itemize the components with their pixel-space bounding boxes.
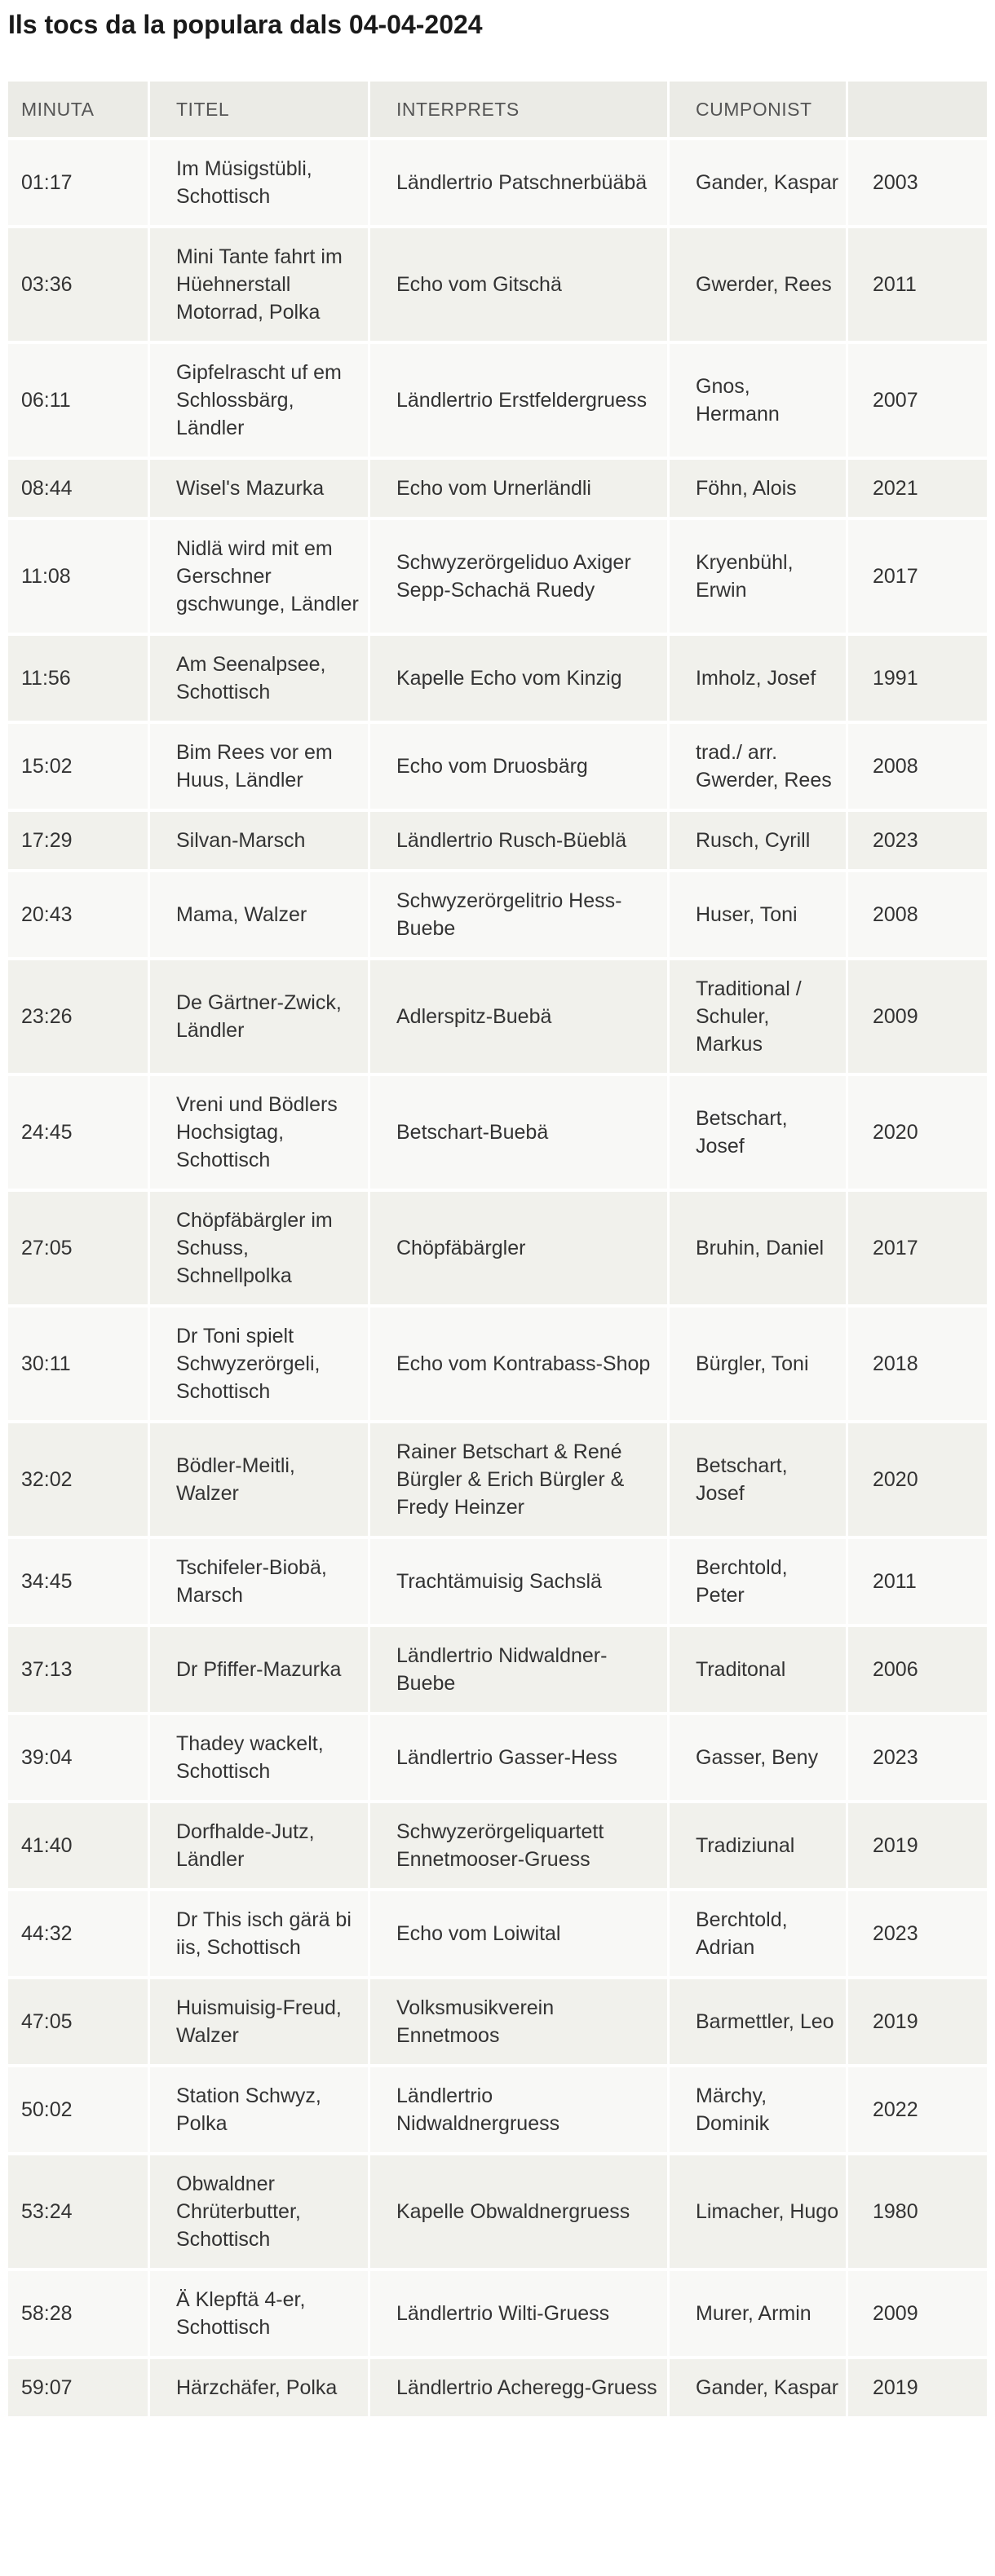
cell-year: 2023 [848, 1712, 987, 1800]
cell-year: 1991 [848, 633, 987, 721]
cell-interprets: Schwyzerörgeliquartett Ennetmooser-Gruess [370, 1800, 670, 1888]
cell-minuta: 30:11 [8, 1304, 150, 1420]
cell-titel: Tschifeler-Biobä, Marsch [150, 1536, 370, 1624]
cell-titel: Obwaldner Chrüterbutter, Schottisch [150, 2152, 370, 2268]
cell-titel: Dr Pfiffer-Mazurka [150, 1624, 370, 1712]
cell-interprets: Ländlertrio Acheregg-Gruess [370, 2356, 670, 2416]
cell-interprets: Chöpfäbärgler [370, 1189, 670, 1304]
table-row [8, 517, 987, 633]
column-header-titel: TITEL [150, 82, 370, 137]
cell-interprets: Schwyzerörgelitrio Hess-Buebe [370, 869, 670, 957]
cell-year: 2009 [848, 957, 987, 1073]
column-header-year [848, 82, 987, 137]
cell-cumponist: Traditional / Schuler, Markus [670, 957, 848, 1073]
cell-year: 2022 [848, 2064, 987, 2152]
cell-cumponist: Föhn, Alois [670, 457, 848, 517]
cell-cumponist: Gander, Kaspar [670, 2356, 848, 2416]
table-row [8, 2356, 987, 2416]
table-row [8, 1976, 987, 2064]
cell-titel: Vreni und Bödlers Hochsigtag, Schottisch [150, 1073, 370, 1189]
table-row [8, 1073, 987, 1189]
cell-minuta: 59:07 [8, 2356, 150, 2416]
cell-interprets: Schwyzerörgeliduo Axiger Sepp-Schachä Ruedy [370, 517, 670, 633]
playlist-table [8, 82, 987, 2416]
cell-cumponist: Gander, Kaspar [670, 137, 848, 225]
cell-cumponist: Bruhin, Daniel [670, 1189, 848, 1304]
cell-minuta: 15:02 [8, 721, 150, 809]
cell-interprets: Ländlertrio Gasser-Hess [370, 1712, 670, 1800]
cell-cumponist: Betschart, Josef [670, 1420, 848, 1536]
cell-titel: Ä Klepftä 4-er, Schottisch [150, 2268, 370, 2356]
cell-minuta: 11:08 [8, 517, 150, 633]
cell-titel: Mini Tante fahrt im Hüehnerstall Motorrad, Polka [150, 225, 370, 341]
cell-titel: Am Seenalpsee, Schottisch [150, 633, 370, 721]
cell-minuta: 58:28 [8, 2268, 150, 2356]
cell-titel: Wisel's Mazurka [150, 457, 370, 517]
table-row [8, 1888, 987, 1976]
cell-minuta: 50:02 [8, 2064, 150, 2152]
cell-cumponist: Bürgler, Toni [670, 1304, 848, 1420]
cell-minuta: 20:43 [8, 869, 150, 957]
cell-year: 2021 [848, 457, 987, 517]
cell-cumponist: Gnos, Hermann [670, 341, 848, 457]
cell-interprets: Ländlertrio Rusch-Büeblä [370, 809, 670, 869]
cell-interprets: Volksmusikverein Ennetmoos [370, 1976, 670, 2064]
cell-year: 2017 [848, 517, 987, 633]
table-row [8, 1304, 987, 1420]
cell-minuta: 34:45 [8, 1536, 150, 1624]
cell-year: 2008 [848, 869, 987, 957]
cell-year: 2018 [848, 1304, 987, 1420]
page-title: Ils tocs da la populara dals 04-04-2024 [8, 10, 483, 39]
cell-cumponist: Huser, Toni [670, 869, 848, 957]
cell-titel: Im Müsigstübli, Schottisch [150, 137, 370, 225]
cell-cumponist: Betschart, Josef [670, 1073, 848, 1189]
cell-year: 2003 [848, 137, 987, 225]
cell-year: 2008 [848, 721, 987, 809]
cell-interprets: Trachtämuisig Sachslä [370, 1536, 670, 1624]
table-row [8, 2268, 987, 2356]
cell-cumponist: Limacher, Hugo [670, 2152, 848, 2268]
cell-minuta: 03:36 [8, 225, 150, 341]
table-row [8, 809, 987, 869]
table-row [8, 1624, 987, 1712]
cell-titel: Gipfelrascht uf em Schlossbärg, Ländler [150, 341, 370, 457]
cell-titel: Bödler-Meitli, Walzer [150, 1420, 370, 1536]
table-row [8, 721, 987, 809]
cell-titel: Härzchäfer, Polka [150, 2356, 370, 2416]
cell-cumponist: Gwerder, Rees [670, 225, 848, 341]
cell-interprets: Echo vom Kontrabass-Shop [370, 1304, 670, 1420]
cell-cumponist: Märchy, Dominik [670, 2064, 848, 2152]
cell-titel: Silvan-Marsch [150, 809, 370, 869]
cell-year: 2011 [848, 1536, 987, 1624]
cell-interprets: Ländlertrio Nidwaldner-Buebe [370, 1624, 670, 1712]
cell-titel: Nidlä wird mit em Gerschner gschwunge, Ländler [150, 517, 370, 633]
cell-minuta: 32:02 [8, 1420, 150, 1536]
cell-interprets: Kapelle Obwaldnergruess [370, 2152, 670, 2268]
table-row [8, 457, 987, 517]
table-row [8, 869, 987, 957]
cell-cumponist: Kryenbühl, Erwin [670, 517, 848, 633]
cell-year: 2020 [848, 1073, 987, 1189]
table-row [8, 633, 987, 721]
cell-titel: Bim Rees vor em Huus, Ländler [150, 721, 370, 809]
cell-year: 2019 [848, 1800, 987, 1888]
cell-cumponist: Rusch, Cyrill [670, 809, 848, 869]
column-header-interprets: INTERPRETS [370, 82, 670, 137]
cell-titel: Dr Toni spielt Schwyzerörgeli, Schottisch [150, 1304, 370, 1420]
cell-titel: Station Schwyz, Polka [150, 2064, 370, 2152]
column-header-cumponist: CUMPONIST [670, 82, 848, 137]
cell-interprets: Echo vom Gitschä [370, 225, 670, 341]
table-row [8, 137, 987, 225]
cell-minuta: 23:26 [8, 957, 150, 1073]
cell-cumponist: Imholz, Josef [670, 633, 848, 721]
cell-minuta: 24:45 [8, 1073, 150, 1189]
cell-minuta: 44:32 [8, 1888, 150, 1976]
cell-minuta: 37:13 [8, 1624, 150, 1712]
cell-minuta: 17:29 [8, 809, 150, 869]
cell-titel: Dorfhalde-Jutz, Ländler [150, 1800, 370, 1888]
table-row [8, 1536, 987, 1624]
cell-minuta: 06:11 [8, 341, 150, 457]
cell-interprets: Ländlertrio Wilti-Gruess [370, 2268, 670, 2356]
cell-minuta: 41:40 [8, 1800, 150, 1888]
cell-titel: Thadey wackelt, Schottisch [150, 1712, 370, 1800]
cell-interprets: Adlerspitz-Buebä [370, 957, 670, 1073]
cell-minuta: 47:05 [8, 1976, 150, 2064]
table-row [8, 341, 987, 457]
cell-interprets: Kapelle Echo vom Kinzig [370, 633, 670, 721]
cell-cumponist: Berchtold, Adrian [670, 1888, 848, 1976]
cell-interprets: Ländlertrio Nidwaldnergruess [370, 2064, 670, 2152]
cell-titel: Huismuisig-Freud, Walzer [150, 1976, 370, 2064]
cell-minuta: 39:04 [8, 1712, 150, 1800]
cell-titel: Chöpfäbärgler im Schuss, Schnellpolka [150, 1189, 370, 1304]
cell-year: 2011 [848, 225, 987, 341]
table-header-row [8, 82, 987, 137]
table-row [8, 1712, 987, 1800]
cell-interprets: Echo vom Loiwital [370, 1888, 670, 1976]
table-row [8, 957, 987, 1073]
cell-year: 2017 [848, 1189, 987, 1304]
cell-minuta: 01:17 [8, 137, 150, 225]
cell-year: 2023 [848, 809, 987, 869]
cell-minuta: 53:24 [8, 2152, 150, 2268]
cell-year: 2007 [848, 341, 987, 457]
cell-year: 1980 [848, 2152, 987, 2268]
table-row [8, 225, 987, 341]
table-row [8, 2152, 987, 2268]
cell-interprets: Ländlertrio Erstfeldergruess [370, 341, 670, 457]
cell-minuta: 11:56 [8, 633, 150, 721]
cell-cumponist: Murer, Armin [670, 2268, 848, 2356]
cell-year: 2006 [848, 1624, 987, 1712]
table-row [8, 1189, 987, 1304]
table-row [8, 1420, 987, 1536]
column-header-minuta: MINUTA [8, 82, 150, 137]
table-row [8, 1800, 987, 1888]
cell-interprets: Echo vom Urnerländli [370, 457, 670, 517]
cell-minuta: 27:05 [8, 1189, 150, 1304]
cell-cumponist: Gasser, Beny [670, 1712, 848, 1800]
cell-cumponist: Barmettler, Leo [670, 1976, 848, 2064]
cell-cumponist: Traditonal [670, 1624, 848, 1712]
cell-interprets: Rainer Betschart & René Bürgler & Erich Bürgler & Fredy Heinzer [370, 1420, 670, 1536]
cell-titel: Mama, Walzer [150, 869, 370, 957]
cell-year: 2019 [848, 2356, 987, 2416]
cell-year: 2023 [848, 1888, 987, 1976]
cell-minuta: 08:44 [8, 457, 150, 517]
cell-cumponist: Tradiziunal [670, 1800, 848, 1888]
cell-interprets: Ländlertrio Patschnerbüäbä [370, 137, 670, 225]
cell-interprets: Echo vom Druosbärg [370, 721, 670, 809]
cell-year: 2020 [848, 1420, 987, 1536]
cell-titel: Dr This isch gärä bi iis, Schottisch [150, 1888, 370, 1976]
cell-cumponist: trad./ arr. Gwerder, Rees [670, 721, 848, 809]
cell-titel: De Gärtner-Zwick, Ländler [150, 957, 370, 1073]
cell-year: 2009 [848, 2268, 987, 2356]
cell-interprets: Betschart-Buebä [370, 1073, 670, 1189]
table-row [8, 2064, 987, 2152]
cell-year: 2019 [848, 1976, 987, 2064]
cell-cumponist: Berchtold, Peter [670, 1536, 848, 1624]
